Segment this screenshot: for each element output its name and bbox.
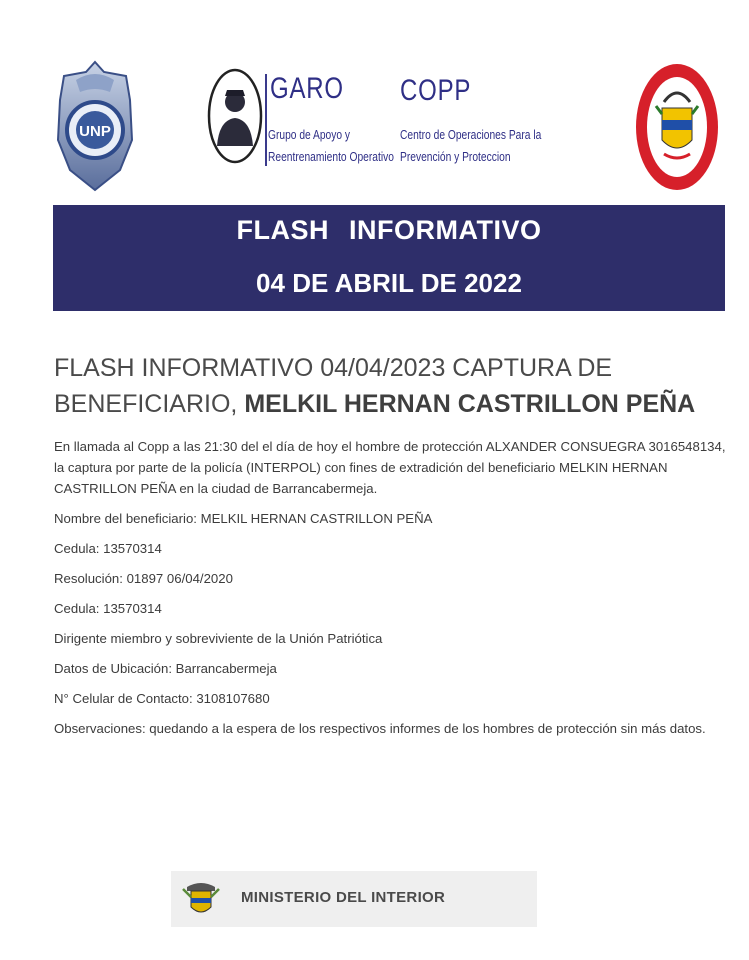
ministry-label: MINISTERIO DEL INTERIOR <box>241 889 446 906</box>
field-observaciones: Observaciones: quedando a la espera de los respectivos informes de los hombres de protección sin más datos. <box>54 721 706 736</box>
garo-divider <box>265 74 267 166</box>
flash-banner <box>53 205 725 311</box>
garo-subtitle-line2: Reentrenamiento Operativo <box>268 150 394 164</box>
colombia-seal-logo <box>634 62 720 192</box>
report-body <box>54 436 734 748</box>
header-logos <box>0 58 749 198</box>
field-celular: N° Celular de Contacto: 3108107680 <box>54 691 270 706</box>
garo-operator-icon <box>207 68 263 164</box>
field-cedula: Cedula: 13570314 <box>54 541 162 556</box>
field-cedula-repeat: Cedula: 13570314 <box>54 601 162 616</box>
headline-prefix: FLASH INFORMATIVO 04/04/2023 CAPTURA DE BENEFICIARIO, <box>54 354 613 418</box>
unp-badge-logo <box>56 60 134 192</box>
banner-title: FLASH INFORMATIVO <box>236 215 542 245</box>
copp-subtitle-line1: Centro de Operaciones Para la <box>400 128 542 142</box>
copp-subtitle <box>400 124 541 168</box>
garo-subtitle-line1: Grupo de Apoyo y <box>268 128 351 142</box>
copp-title: COPP <box>400 74 472 107</box>
ministry-footer <box>171 871 537 927</box>
unp-seal-text: UNP <box>79 123 111 140</box>
field-resolucion: Resolución: 01897 06/04/2020 <box>54 571 233 586</box>
garo-title: GARO <box>270 72 344 105</box>
field-dirigente: Dirigente miembro y sobreviviente de la Unión Patriótica <box>54 631 383 646</box>
garo-subtitle <box>268 124 394 168</box>
field-beneficiary-name: Nombre del beneficiario: MELKIL HERNAN CASTRILLON PEÑA <box>54 511 433 526</box>
field-ubicacion: Datos de Ubicación: Barrancabermeja <box>54 661 277 676</box>
coat-of-arms-icon <box>181 877 221 921</box>
headline-name: MELKIL HERNAN CASTRILLON PEÑA <box>244 390 696 418</box>
headline <box>54 350 734 422</box>
copp-subtitle-line2: Prevención y Proteccion <box>400 150 511 164</box>
banner-date: 04 DE ABRIL DE 2022 <box>256 268 522 298</box>
intro-paragraph: En llamada al Copp a las 21:30 del el día de hoy el hombre de protección ALXANDER CONSUEGRA 3016548134, la captura por parte de la policía (INTERPOL) con fines de extradición del beneficiario MELKIN HERNAN CASTRILLON PEÑA en la ciudad de Barrancabermeja. <box>54 439 726 496</box>
